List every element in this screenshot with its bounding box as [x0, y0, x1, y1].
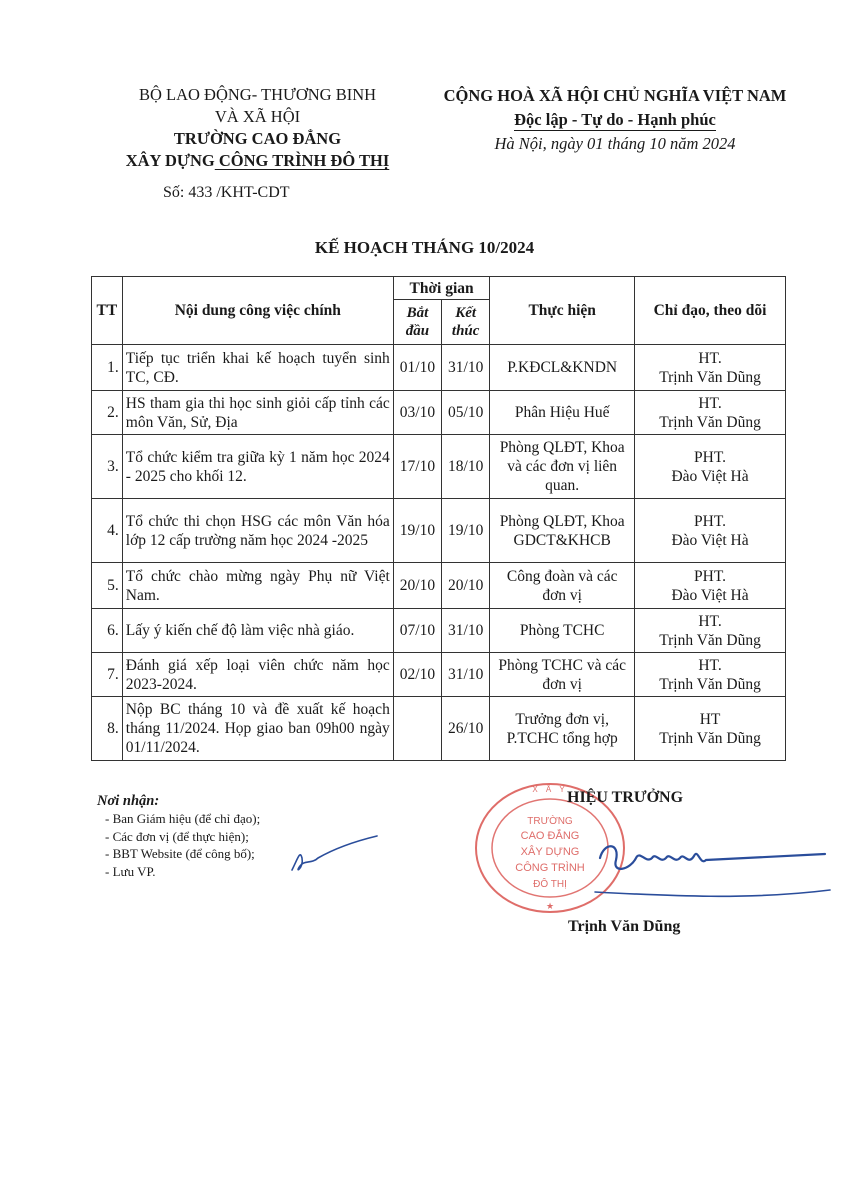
plan-title: KẾ HOẠCH THÁNG 10/2024 [314, 238, 535, 257]
svg-text:ĐÔ THỊ: ĐÔ THỊ [533, 879, 567, 890]
supervisor-title: PHT. [694, 448, 727, 466]
end-date: 20/10 [442, 563, 490, 609]
national-motto: Độc lập - Tự do - Hạnh phúc [514, 110, 716, 129]
country-name: CỘNG HOÀ XÃ HỘI CHỦ NGHĨA VIỆT NAM [443, 86, 787, 105]
end-date: 18/10 [442, 435, 490, 499]
supervisor-name: Trịnh Văn Dũng [659, 368, 761, 386]
executor: Phòng QLĐT, Khoa GDCT&KHCB [490, 499, 635, 563]
recipient-item: - BBT Website (để công bố); [105, 846, 255, 861]
row-number: 4. [92, 499, 123, 563]
supervisor-title: HT. [698, 349, 722, 367]
supervisor [635, 435, 786, 499]
header-right [400, 84, 830, 156]
supervisor-title: HT [699, 710, 721, 728]
table-row [92, 563, 786, 609]
row-number: 1. [92, 345, 123, 391]
recipient-item: - Lưu VP. [105, 863, 156, 879]
supervisor-name: Trịnh Văn Dũng [659, 675, 761, 693]
supervisor-title: PHT. [694, 567, 727, 585]
supervisor-title: HT. [698, 612, 722, 630]
row-number: 8. [92, 697, 123, 761]
executor: Trưởng đơn vị, P.TCHC tổng hợp [490, 697, 635, 761]
start-date: 07/10 [393, 609, 441, 653]
supervisor-title: HT. [698, 394, 722, 412]
executor: Phòng TCHC [490, 609, 635, 653]
task-content: Tiếp tục triển khai kế hoạch tuyển sinh TC, CĐ. [122, 345, 393, 391]
executor: Phòng TCHC và các đơn vị [490, 653, 635, 697]
supervisor-name: Trịnh Văn Dũng [659, 631, 761, 649]
start-date: 02/10 [393, 653, 441, 697]
table-row [92, 345, 786, 391]
supervisor-name: Đào Việt Hà [671, 586, 749, 604]
recipient-item: - Ban Giám hiệu (để chỉ đạo); [105, 811, 261, 826]
row-number: 6. [92, 609, 123, 653]
ministry-line-2: VÀ XÃ HỘI [214, 107, 301, 126]
supervisor [635, 499, 786, 563]
table-row [92, 609, 786, 653]
supervisor-name: Đào Việt Hà [671, 531, 749, 549]
end-date: 31/10 [442, 653, 490, 697]
start-date [393, 697, 441, 761]
supervisor [635, 563, 786, 609]
header-start: Bắt đầu [393, 300, 441, 345]
supervisor [635, 391, 786, 435]
header-supervisor: Chỉ đạo, theo dõi [635, 277, 786, 345]
recipients-title: Nơi nhận: [97, 793, 160, 809]
school-name-line-2-b: CÔNG TRÌNH ĐÔ THỊ [214, 151, 390, 170]
initial-signature [272, 828, 382, 878]
header-content: Nội dung công việc chính [122, 277, 393, 345]
ministry-line-1: BỘ LAO ĐỘNG- THƯƠNG BINH [138, 85, 377, 104]
supervisor-title: PHT. [694, 512, 727, 530]
school-name-line-1: TRƯỜNG CAO ĐẲNG [173, 129, 342, 148]
svg-text:CÔNG TRÌNH: CÔNG TRÌNH [515, 862, 585, 874]
plan-table [91, 276, 786, 761]
executor: Phân Hiệu Huế [490, 391, 635, 435]
school-name-line-2-a: XÂY DỰNG [125, 151, 215, 170]
supervisor [635, 697, 786, 761]
supervisor-name: Đào Việt Hà [671, 467, 749, 485]
table-row [92, 697, 786, 761]
school-name-line-2 [70, 150, 445, 172]
supervisor [635, 609, 786, 653]
signer-name: Trịnh Văn Dũng [568, 918, 681, 935]
task-content: Tổ chức chào mừng ngày Phụ nữ Việt Nam. [122, 563, 393, 609]
supervisor-title: HT. [698, 656, 722, 674]
svg-text:XÂY DỰNG: XÂY DỰNG [520, 846, 580, 858]
header-end: Kết thúc [442, 300, 490, 345]
signature-title: HIỆU TRƯỞNG [567, 789, 684, 806]
task-content: Lấy ý kiến chế độ làm việc nhà giáo. [122, 609, 393, 653]
header-time: Thời gian [393, 277, 490, 300]
table-row [92, 653, 786, 697]
task-content: Tổ chức kiểm tra giữa kỳ 1 năm học 2024 - 2025 cho khối 12. [122, 435, 393, 499]
table-row [92, 499, 786, 563]
table-row [92, 391, 786, 435]
table-row [92, 435, 786, 499]
executor: P.KĐCL&KNDN [490, 345, 635, 391]
row-number: 5. [92, 563, 123, 609]
start-date: 20/10 [393, 563, 441, 609]
end-date: 31/10 [442, 609, 490, 653]
end-date: 19/10 [442, 499, 490, 563]
handwritten-signature [590, 830, 835, 900]
end-date: 31/10 [442, 345, 490, 391]
end-date: 26/10 [442, 697, 490, 761]
row-number: 2. [92, 391, 123, 435]
executor: Phòng QLĐT, Khoa và các đơn vị liên quan. [490, 435, 635, 499]
row-number: 7. [92, 653, 123, 697]
end-date: 05/10 [442, 391, 490, 435]
start-date: 03/10 [393, 391, 441, 435]
svg-text:★: ★ [545, 901, 555, 911]
header-left [70, 84, 445, 172]
svg-text:TRƯỜNG: TRƯỜNG [527, 816, 573, 827]
supervisor [635, 345, 786, 391]
supervisor-name: Trịnh Văn Dũng [659, 729, 761, 747]
place-date: Hà Nội, ngày 01 tháng 10 năm 2024 [494, 134, 736, 153]
header-tt: TT [92, 277, 123, 345]
task-content: Tổ chức thi chọn HSG các môn Văn hóa lớp 12 cấp trường năm học 2024 -2025 [122, 499, 393, 563]
task-content: HS tham gia thi học sinh giỏi cấp tỉnh các môn Văn, Sử, Địa [122, 391, 393, 435]
supervisor-name: Trịnh Văn Dũng [659, 413, 761, 431]
document-number: Số: 433 /KHT-CDT [163, 184, 290, 201]
start-date: 19/10 [393, 499, 441, 563]
recipient-item: - Các đơn vị (để thực hiện); [105, 828, 249, 844]
start-date: 17/10 [393, 435, 441, 499]
svg-text:CAO ĐẲNG: CAO ĐẲNG [520, 830, 580, 842]
header-executor: Thực hiện [490, 277, 635, 345]
start-date: 01/10 [393, 345, 441, 391]
row-number: 3. [92, 435, 123, 499]
supervisor [635, 653, 786, 697]
table-body [92, 345, 786, 761]
executor: Công đoàn và các đơn vị [490, 563, 635, 609]
svg-text:X Â Y: X Â Y [532, 785, 568, 794]
task-content: Đánh giá xếp loại viên chức năm học 2023-2024. [122, 653, 393, 697]
task-content: Nộp BC tháng 10 và đề xuất kế hoạch tháng 11/2024. Họp giao ban 09h00 ngày 01/11/2024. [122, 697, 393, 761]
